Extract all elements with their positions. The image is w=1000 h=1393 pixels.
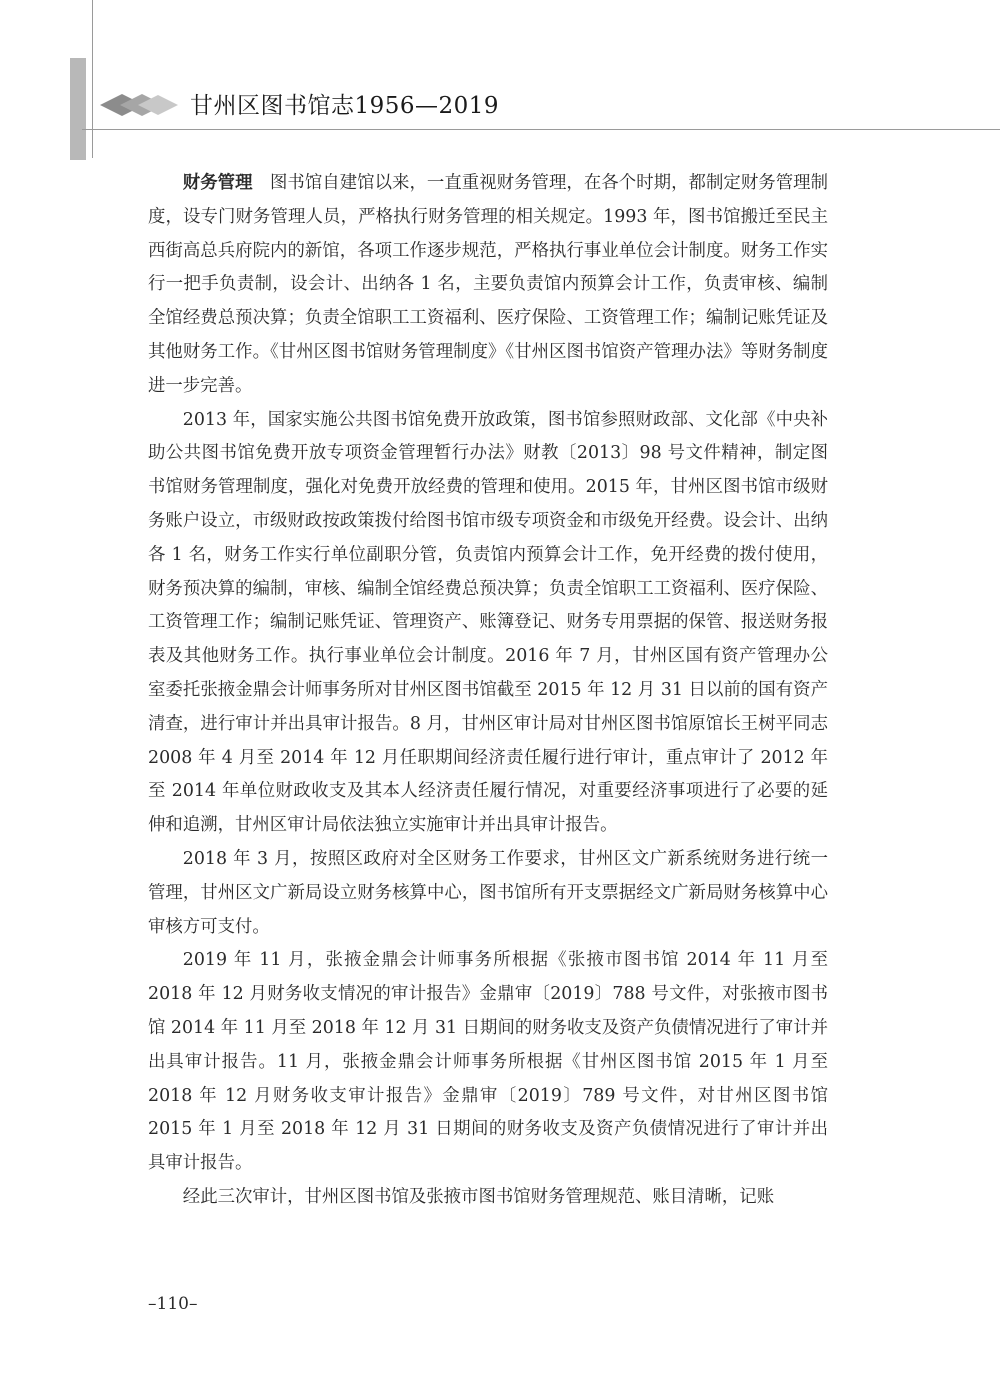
header-vertical-rule	[92, 0, 93, 158]
header-horizontal-rule	[82, 129, 1000, 130]
paragraph-finance-management	[148, 167, 828, 404]
paragraph-conclusion: 经此三次审计，甘州区图书馆及张掖市图书馆财务管理规范、账目清晰，记账	[182, 1186, 775, 1207]
paragraph-2018: 2018 年 3 月，按照区政府对全区财务工作要求，甘州区文广新系统财务进行统一管理，甘州区文广新局设立财务核算中心，图书馆所有开支票据经文广新局财务核算中心审核方可支付。	[148, 848, 828, 937]
paragraph-text: 图书馆自建馆以来，一直重视财务管理，在各个时期，都制定财务管理制度，设专门财务管理人员，严格执行财务管理的相关规定。1993 年，图书馆搬迁至民主西街高总兵府院内的新馆，各项工作逐步规范，严格执行事业单位会计制度。财务工作实行一把手负责制，设会计、出纳各 1 名，主要负责馆内预算会计工作，负责审核、编制全馆经费总预决算；负责全馆职工工资福利、医疗保险、工资管理工作；编制记账凭证及其他财务工作。《甘州区图书馆财务管理制度》《甘州区图书馆资产管理办法》等财务制度进一步完善。	[148, 173, 828, 396]
header-side-bar	[70, 58, 86, 160]
paragraph-2019: 2019 年 11 月，张掖金鼎会计师事务所根据《张掖市图书馆 2014 年 11 月至 2018 年 12 月财务收支情况的审计报告》金鼎审〔2019〕788 号文件，对张掖市图书馆 2014 年 11 月至 2018 年 12 月 31 日期间的财务收支及资产负债情况进行了审计并出具审计报告。11 月，张掖金鼎会计师事务所根据《甘州区图书馆 2015 年 1 月至 2018 年 12 月财务收支审计报告》金鼎审〔2019〕789 号文件，对甘州区图书馆 2015 年 1 月至 2018 年 12 月 31 日期间的财务收支及资产负债情况进行了审计并出具审计报告。	[148, 950, 828, 1174]
page-number: –110–	[148, 1294, 198, 1314]
section-lead-heading: 财务管理	[182, 173, 253, 193]
paragraph-2013: 2013 年，国家实施公共图书馆免费开放政策，图书馆参照财政部、文化部《中央补助公共图书馆免费开放专项资金管理暂行办法》财教〔2013〕98 号文件精神，制定图书馆财务管理制度，强化对免费开放经费的管理和使用。2015 年，甘州区图书馆市级财务账户设立，市级财政按政策拨付给图书馆市级专项资金和市级免开经费。设会计、出纳各 1 名，财务工作实行单位副职分管，负责馆内预算会计工作，免开经费的拨付使用，财务预决算的编制，审核、编制全馆经费总预决算；负责全馆职工工资福利、医疗保险、工资管理工作；编制记账凭证、管理资产、账簿登记、财务专用票据的保管、报送财务报表及其他财务工作。执行事业单位会计制度。2016 年 7 月，甘州区国有资产管理办公室委托张掖金鼎会计师事务所对甘州区图书馆截至 2015 年 12 月 31 日以前的国有资产清查，进行审计并出具审计报告。8 月，甘州区审计局对甘州区图书馆原馆长王树平同志 2008 年 4 月至 2014 年 12 月任职期间经济责任履行进行审计，重点审计了 2012 年至 2014 年单位财政收支及其本人经济责任履行情况，对重要经济事项进行了必要的延伸和追溯，甘州区审计局依法独立实施审计并出具审计报告。	[148, 409, 828, 836]
header-diamond-ornament	[100, 90, 180, 120]
page-body	[148, 167, 828, 1215]
running-header-title: 甘州区图书馆志1956—2019	[190, 93, 500, 119]
